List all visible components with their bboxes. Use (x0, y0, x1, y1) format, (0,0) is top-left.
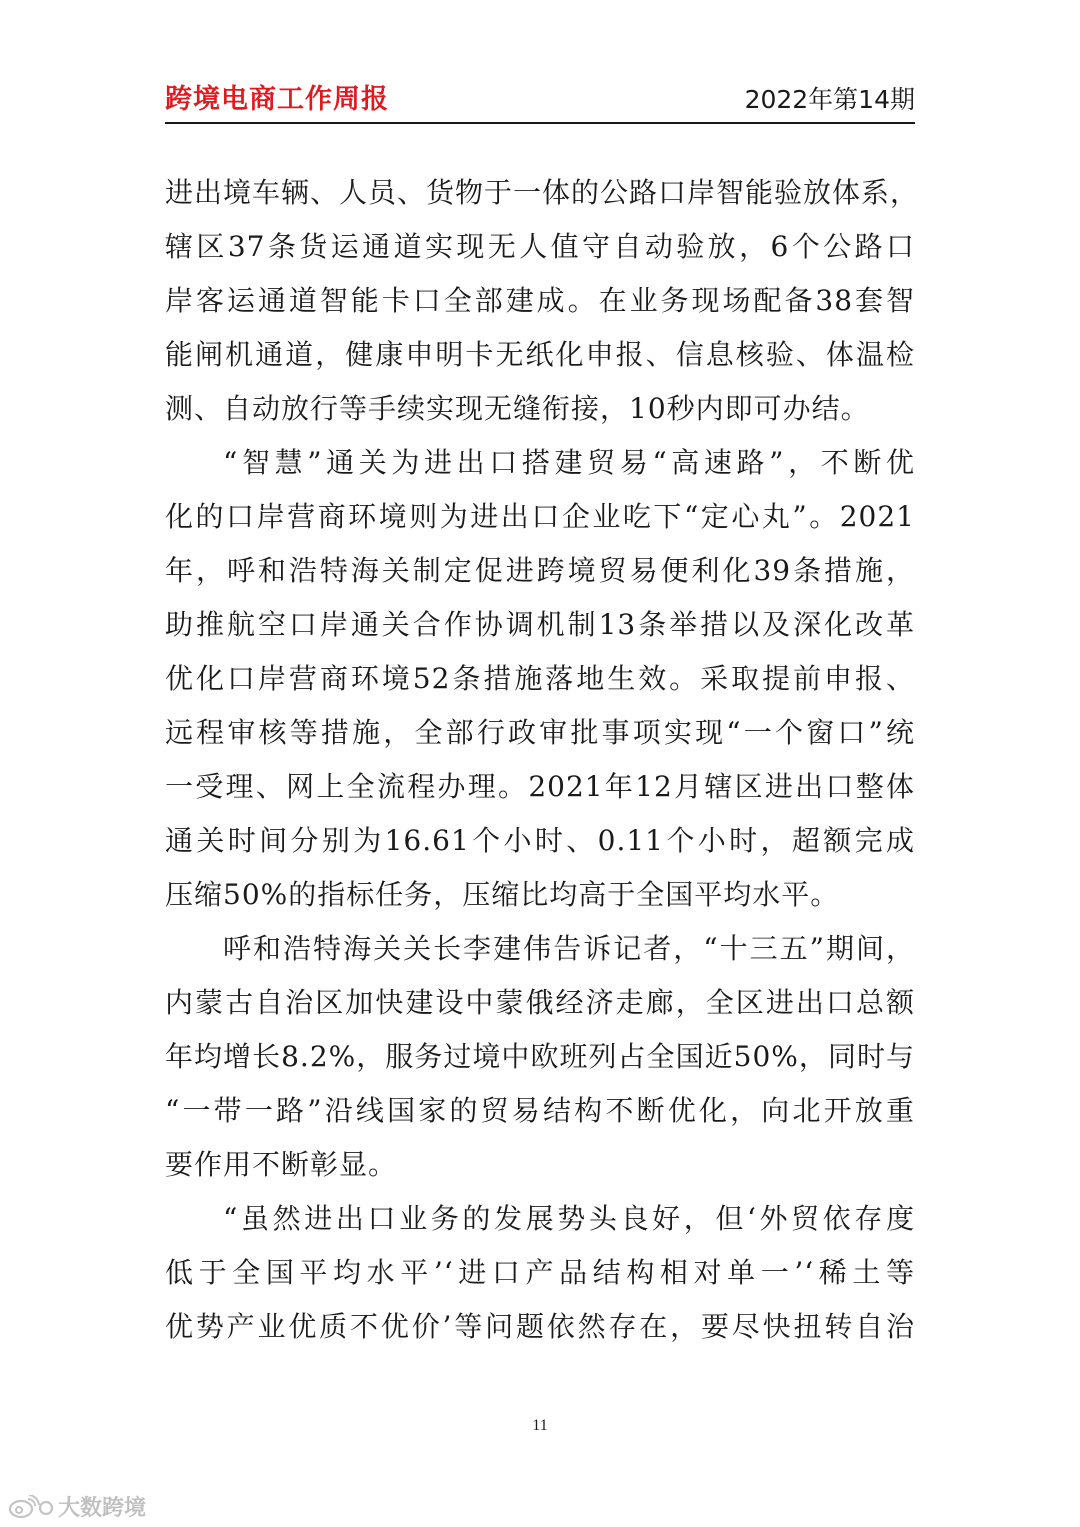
text-line: 年，呼和浩特海关制定促进跨境贸易便利化39条措施， (165, 554, 915, 587)
issue-number: 2022年第14期 (744, 85, 915, 114)
text-line: 助推航空口岸通关合作协调机制13条举措以及深化改革 (165, 608, 915, 641)
text-line: 压缩50%的指标任务，压缩比均高于全国平均水平。 (165, 878, 840, 911)
text-line: 远程审核等措施，全部行政审批事项实现“一个窗口”统 (165, 716, 915, 749)
text-line: 要作用不断彰显。 (165, 1148, 398, 1181)
text-line: “智慧”通关为进出口搭建贸易“高速路”，不断优 (223, 446, 915, 479)
text-line: 呼和浩特海关关长李建伟告诉记者，“十三五”期间， (223, 932, 915, 965)
text-line: 化的口岸营商环境则为进出口企业吃下“定心丸”。2021 (165, 500, 915, 533)
text-line: 一受理、网上全流程办理。2021年12月辖区进出口整体 (165, 770, 915, 803)
watermark-text: 大数跨境 (58, 1496, 147, 1521)
text-line: 内蒙古自治区加快建设中蒙俄经济走廊，全区进出口总额 (165, 986, 915, 1019)
text-line: 低于全国平均水平’‘进口产品结构相对单一’‘稀土等 (165, 1256, 915, 1289)
text-line: 能闸机通道，健康申明卡无纸化申报、信息核验、体温检 (165, 338, 915, 371)
page-number: 11 (532, 1417, 548, 1434)
text-line: 测、自动放行等手续实现无缝衔接，10秒内即可办结。 (165, 392, 870, 425)
text-line: 年均增长8.2%，服务过境中欧班列占全国近50%，同时与 (165, 1040, 915, 1073)
watermark (8, 1491, 146, 1522)
text-line: 通关时间分别为16.61个小时、0.11个小时，超额完成 (165, 824, 915, 857)
text-line: 岸客运通道智能卡口全部建成。在业务现场配备38套智 (165, 284, 915, 317)
text-line: 优化口岸营商环境52条措施落地生效。采取提前申报、 (165, 662, 915, 695)
text-line: 辖区37条货运通道实现无人值守自动验放，6个公路口 (165, 230, 915, 263)
text-line: “虽然进出口业务的发展势头良好，但‘外贸依存度 (223, 1202, 915, 1235)
text-line: “一带一路”沿线国家的贸易结构不断优化，向北开放重 (165, 1094, 915, 1127)
text-line: 进出境车辆、人员、货物于一体的公路口岸智能验放体系， (165, 176, 920, 209)
publication-title: 跨境电商工作周报 (165, 84, 389, 115)
text-line: 优势产业优质不优价’等问题依然存在，要尽快扭转自治 (165, 1310, 915, 1343)
article-body (165, 166, 920, 1354)
page-header (165, 72, 915, 124)
weibo-logo-icon (8, 1495, 54, 1519)
